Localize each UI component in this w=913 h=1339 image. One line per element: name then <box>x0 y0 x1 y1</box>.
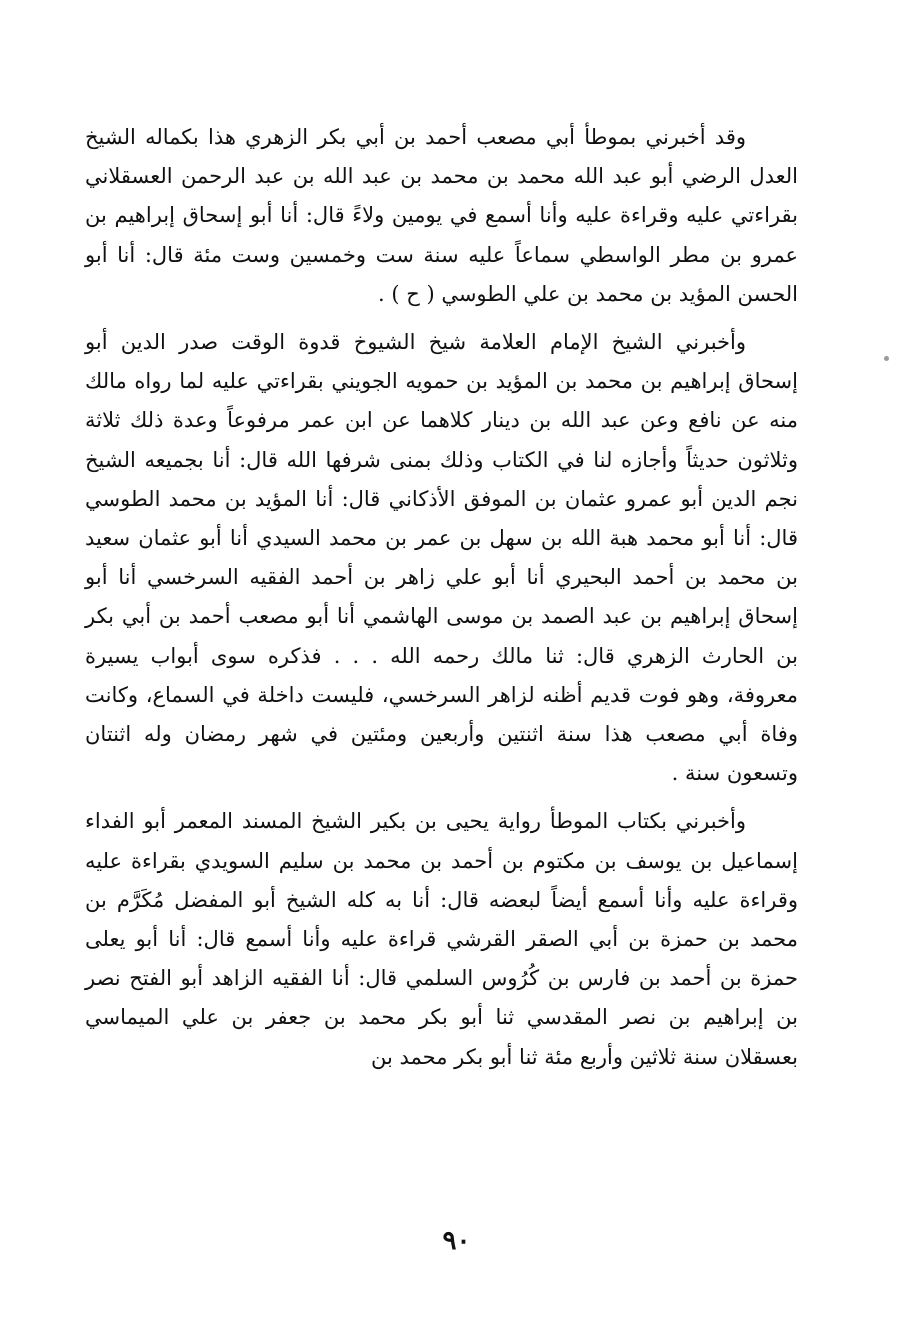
margin-mark <box>884 356 889 361</box>
paragraph-2: وأخبرني الشيخ الإمام العلامة شيخ الشيوخ قدوة الوقت صدر الدين أبو إسحاق إبراهيم بن محمد بن المؤيد بن حمويه الجويني بقراءتي عليه لما رواه مالك منه عن نافع وعن عبد الله بن دينار كلاهما عن ابن عمر مرفوعاً وعدة ذلك ثلاثة وثلاثون حديثاً وأجازه لنا في الكتاب وذلك بمنى شرفها الله قال: أنا بجميعه الشيخ نجم الدين أبو عمرو عثمان بن الموفق الأذكاني قال: أنا المؤيد بن محمد الطوسي قال: أنا أبو محمد هبة الله بن سهل بن عمر بن محمد السيدي أنا أبو عثمان سعيد بن محمد بن أحمد البحيري أنا أبو علي زاهر بن أحمد الفقيه السرخسي أنا أبو إسحاق إبراهيم بن عبد الصمد بن موسى الهاشمي أنا أبو مصعب أحمد بن أبي بكر بن الحارث الزهري قال: ثنا مالك رحمه الله . . . فذكره سوى أبواب يسيرة معروفة، وهو فوت قديم أظنه لزاهر السرخسي، فليست داخلة في السماع، وكانت وفاة أبي مصعب هذا سنة اثنتين وأربعين ومئتين في شهر رمضان وله اثنتان وتسعون سنة . <box>85 330 798 786</box>
page-number: ٩٠ <box>442 1226 471 1256</box>
paragraph-1: وقد أخبرني بموطأ أبي مصعب أحمد بن أبي بكر الزهري هذا بكماله الشيخ العدل الرضي أبو عبد الله محمد بن محمد بن عبد الله بن عبد الرحمن العسقلاني بقراءتي عليه وقراءة عليه وأنا أسمع في يومين ولاءً قال: أنا أبو إسحاق إبراهيم بن عمرو بن مطر الواسطي سماعاً عليه سنة ست وخمسين وست مئة قال: أنا أبو الحسن المؤيد بن محمد بن علي الطوسي ( ح ) . <box>85 125 798 306</box>
page-body <box>85 118 798 1077</box>
paragraph-3: وأخبرني بكتاب الموطأ رواية يحيى بن بكير الشيخ المسند المعمر أبو الفداء إسماعيل بن يوسف بن مكتوم بن أحمد بن محمد بن سليم السويدي بقراءة عليه وقراءة عليه وأنا أسمع أيضاً لبعضه قال: أنا به كله الشيخ أبو المفضل مُكَرَّم بن محمد بن حمزة بن أبي الصقر القرشي قراءة عليه وأنا أسمع قال: أنا أبو يعلى حمزة بن أحمد بن فارس بن كُرُوس السلمي قال: أنا الفقيه الزاهد أبو الفتح نصر بن إبراهيم بن نصر المقدسي ثنا أبو بكر محمد بن جعفر بن علي الميماسي بعسقلان سنة ثلاثين وأربع مئة ثنا أبو بكر محمد بن <box>85 809 798 1069</box>
